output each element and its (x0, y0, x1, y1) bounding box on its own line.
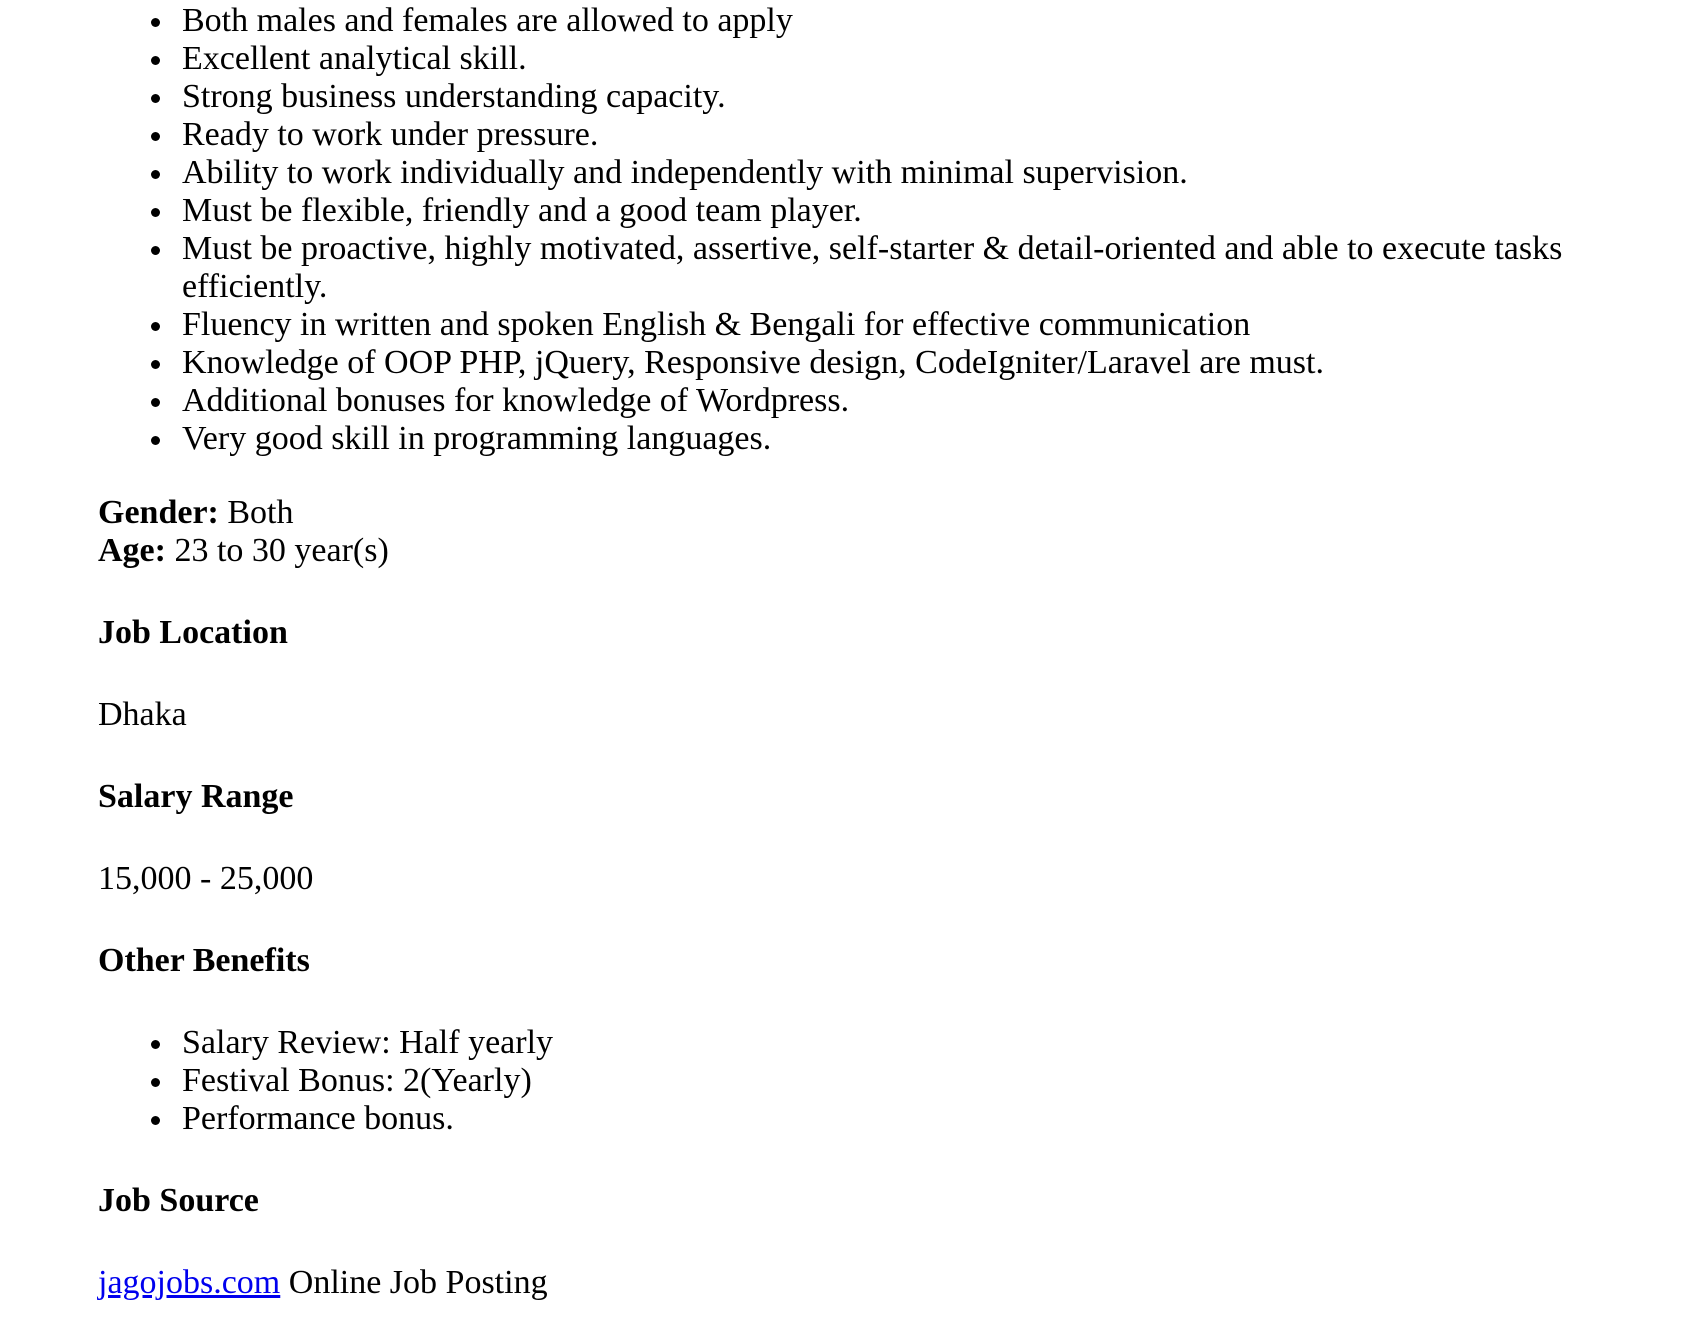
benefit-item: Festival Bonus: 2(Yearly) (182, 1062, 1618, 1100)
spacer (98, 898, 1618, 942)
age-value: 23 to 30 year(s) (174, 532, 389, 569)
salary-range-value: 15,000 - 25,000 (98, 860, 314, 897)
requirement-item: Additional bonuses for knowledge of Wordpress. (182, 382, 1618, 420)
requirement-item: Ready to work under pressure. (182, 116, 1618, 154)
spacer (98, 570, 1618, 614)
requirement-item: Must be flexible, friendly and a good team player. (182, 192, 1618, 230)
requirement-item: Must be proactive, highly motivated, assertive, self-starter & detail-oriented and able to execute tasks efficiently. (182, 230, 1618, 306)
requirement-item: Strong business understanding capacity. (182, 78, 1618, 116)
spacer (98, 1220, 1618, 1264)
spacer (98, 980, 1618, 1024)
job-details (98, 2, 1618, 1302)
spacer (98, 734, 1618, 778)
spacer (98, 816, 1618, 860)
spacer (98, 652, 1618, 696)
job-location-heading: Job Location (98, 614, 288, 651)
job-location-value: Dhaka (98, 696, 187, 733)
job-source-suffix: Online Job Posting (280, 1264, 548, 1301)
benefits-list (98, 1024, 1618, 1138)
benefit-item: Salary Review: Half yearly (182, 1024, 1618, 1062)
requirement-item: Knowledge of OOP PHP, jQuery, Responsive design, CodeIgniter/Laravel are must. (182, 344, 1618, 382)
gender-row (98, 494, 1618, 532)
requirement-item: Fluency in written and spoken English & Bengali for effective communication (182, 306, 1618, 344)
salary-range-heading: Salary Range (98, 778, 294, 815)
gender-label: Gender: (98, 494, 219, 531)
requirements-list (98, 2, 1618, 458)
age-row (98, 532, 1618, 570)
requirement-item: Excellent analytical skill. (182, 40, 1618, 78)
requirement-item: Very good skill in programming languages. (182, 420, 1618, 458)
requirement-item: Both males and females are allowed to apply (182, 2, 1618, 40)
age-label: Age: (98, 532, 166, 569)
job-source-link[interactable]: jagojobs.com (98, 1264, 281, 1301)
job-source-heading: Job Source (98, 1182, 259, 1219)
spacer (98, 458, 1618, 494)
job-source-row (98, 1264, 1618, 1302)
other-benefits-heading: Other Benefits (98, 942, 310, 979)
requirement-item: Ability to work individually and independently with minimal supervision. (182, 154, 1618, 192)
gender-value: Both (227, 494, 294, 531)
benefit-item: Performance bonus. (182, 1100, 1618, 1138)
spacer (98, 1138, 1618, 1182)
